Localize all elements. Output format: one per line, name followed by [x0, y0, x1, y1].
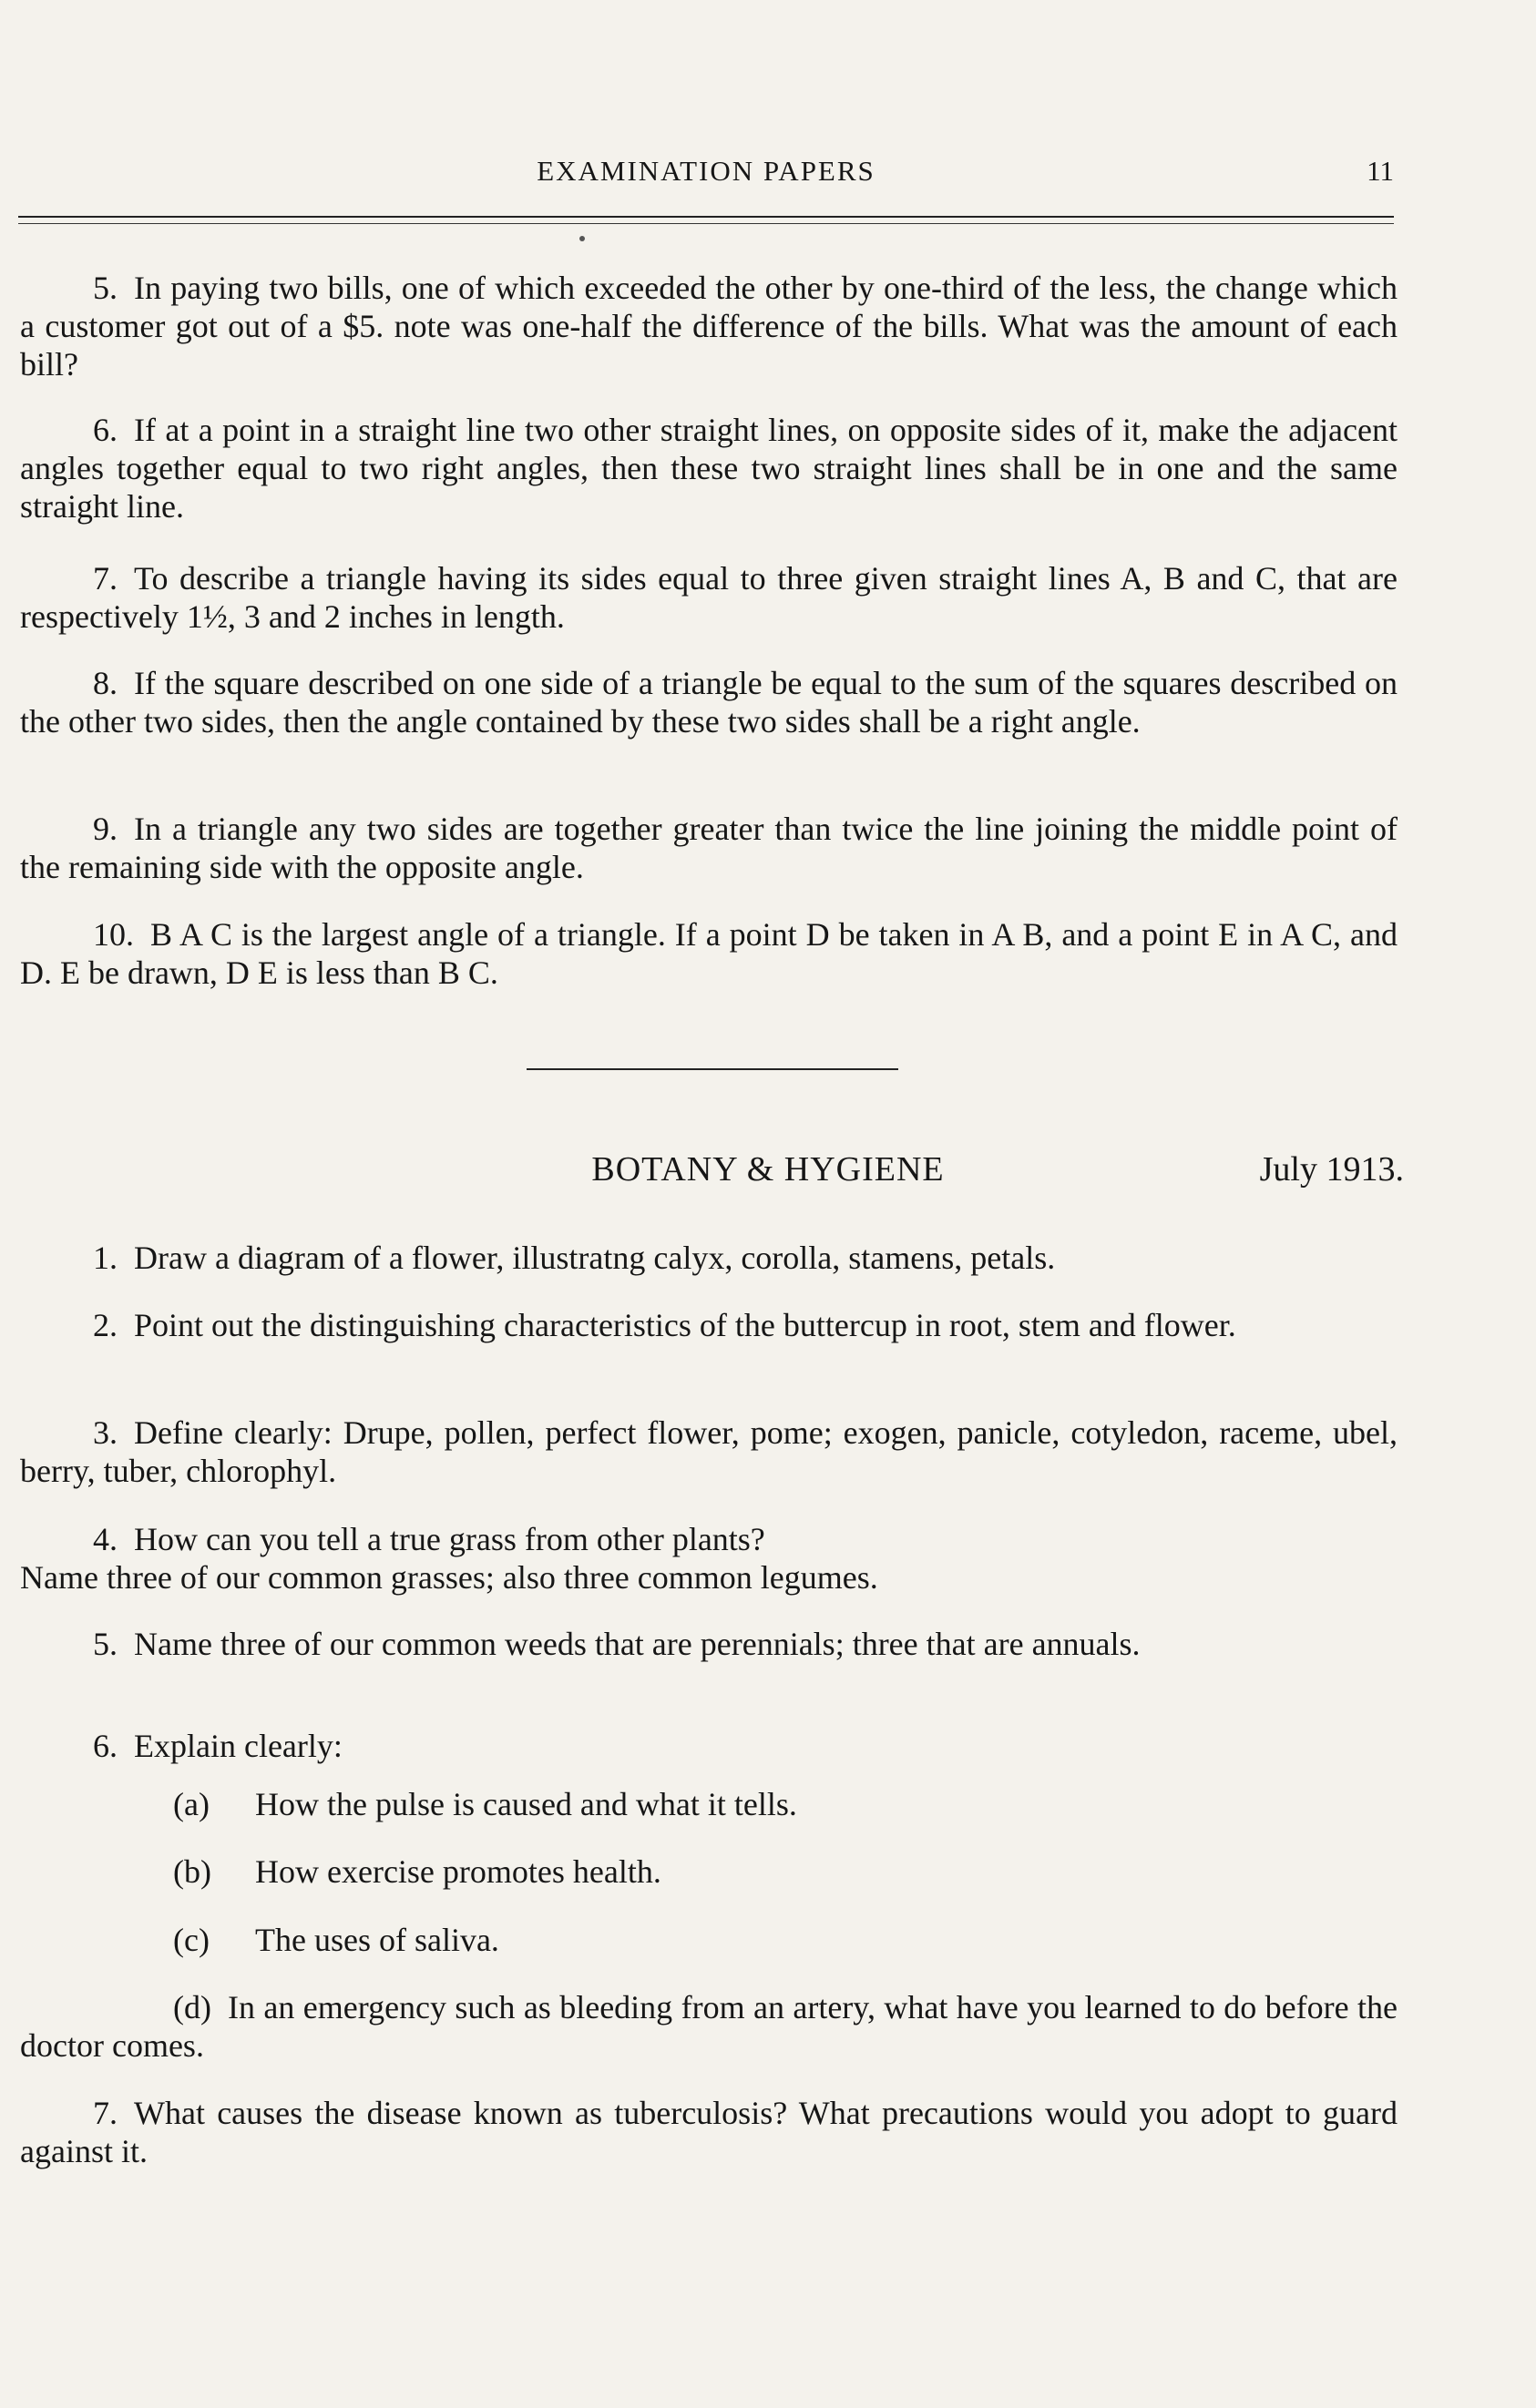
- botany-question-4: [20, 1520, 1398, 1558]
- question-text: In paying two bills, one of which exceeded the other by one-third of the less, the change which a customer got out of a $5. note was one-half the difference of the bills. What was the amount of each bill?: [20, 270, 1398, 383]
- question-text: B A C is the largest angle of a triangle. If a point D be taken in A B, and a point E in A C, and D. E be drawn, D E is less than B C.: [20, 916, 1398, 991]
- question-text: Explain clearly:: [134, 1728, 343, 1764]
- section-divider: [527, 1068, 898, 1070]
- question-text: How can you tell a true grass from other plants?: [134, 1521, 765, 1557]
- q6-part-a: [173, 1785, 797, 1823]
- part-text: How exercise promotes health.: [255, 1853, 661, 1890]
- question-number: 7.: [93, 2095, 118, 2131]
- question-number: 2.: [93, 1307, 118, 1343]
- part-label: (d): [173, 1989, 211, 2025]
- botany-question-1: [20, 1239, 1398, 1277]
- question-text: If at a point in a straight line two other straight lines, on opposite sides of it, make the adjacent angles together equal to two right angles, then these two straight lines shall be in one and the same straight line.: [20, 412, 1398, 525]
- botany-question-4-continuation: Name three of our common grasses; also three common legumes.: [20, 1559, 878, 1596]
- section-date: July 1913.: [1259, 1150, 1404, 1189]
- part-label: (a): [173, 1786, 210, 1822]
- question-number: 10.: [93, 916, 134, 953]
- q6-part-c: [173, 1921, 499, 1959]
- question-text: Define clearly: Drupe, pollen, perfect flower, pome; exogen, panicle, cotyledon, raceme, ubel, berry, tuber, chlorophyl.: [20, 1414, 1398, 1489]
- question-6: [20, 411, 1398, 525]
- question-number: 6.: [93, 1728, 118, 1764]
- question-text: In a triangle any two sides are together greater than twice the line joining the middle point of the remaining side with the opposite angle.: [20, 811, 1398, 885]
- question-number: 5.: [93, 270, 118, 306]
- question-text: Point out the distinguishing characteristics of the buttercup in root, stem and flower.: [134, 1307, 1236, 1343]
- part-text: The uses of saliva.: [255, 1922, 499, 1958]
- question-8: [20, 664, 1398, 740]
- part-label: (c): [173, 1922, 210, 1958]
- question-5: [20, 269, 1398, 383]
- page-header: [18, 155, 1394, 200]
- q6-part-d: [20, 1988, 1398, 2065]
- part-text: In an emergency such as bleeding from an artery, what have you learned to do before the doctor comes.: [20, 1989, 1398, 2064]
- part-text: How the pulse is caused and what it tells.: [255, 1786, 797, 1822]
- question-text: Name three of our common weeds that are perennials; three that are annuals.: [134, 1626, 1141, 1662]
- question-text: What causes the disease known as tuberculosis? What precautions would you adopt to guard against it.: [20, 2095, 1398, 2169]
- question-number: 7.: [93, 560, 118, 597]
- question-text: If the square described on one side of a triangle be equal to the sum of the squares described on the other two sides, then the angle contained by these two sides shall be a right angle.: [20, 665, 1398, 740]
- question-text: To describe a triangle having its sides equal to three given straight lines A, B and C, that are respectively 1½, 3 and 2 inches in length.: [20, 560, 1398, 635]
- q6-part-b: [173, 1852, 661, 1891]
- question-7: [20, 559, 1398, 636]
- part-label: (b): [173, 1853, 211, 1890]
- question-9: [20, 810, 1398, 886]
- print-speck: [579, 236, 585, 241]
- question-number: 8.: [93, 665, 118, 701]
- page-number: 11: [1367, 155, 1394, 187]
- botany-question-5: [20, 1625, 1398, 1663]
- question-text: Draw a diagram of a flower, illustratng calyx, corolla, stamens, petals.: [134, 1240, 1056, 1276]
- question-number: 6.: [93, 412, 118, 448]
- question-number: 5.: [93, 1626, 118, 1662]
- question-number: 1.: [93, 1240, 118, 1276]
- question-number: 3.: [93, 1414, 118, 1451]
- question-number: 4.: [93, 1521, 118, 1557]
- section-title: BOTANY & HYGIENE: [591, 1150, 945, 1189]
- botany-question-7: [20, 2094, 1398, 2170]
- header-rule: [18, 216, 1394, 224]
- botany-question-3: [20, 1413, 1398, 1490]
- question-10: [20, 915, 1398, 992]
- botany-question-2: [20, 1306, 1398, 1344]
- question-number: 9.: [93, 811, 118, 847]
- running-title: EXAMINATION PAPERS: [537, 155, 876, 187]
- botany-question-6: [20, 1727, 1398, 1765]
